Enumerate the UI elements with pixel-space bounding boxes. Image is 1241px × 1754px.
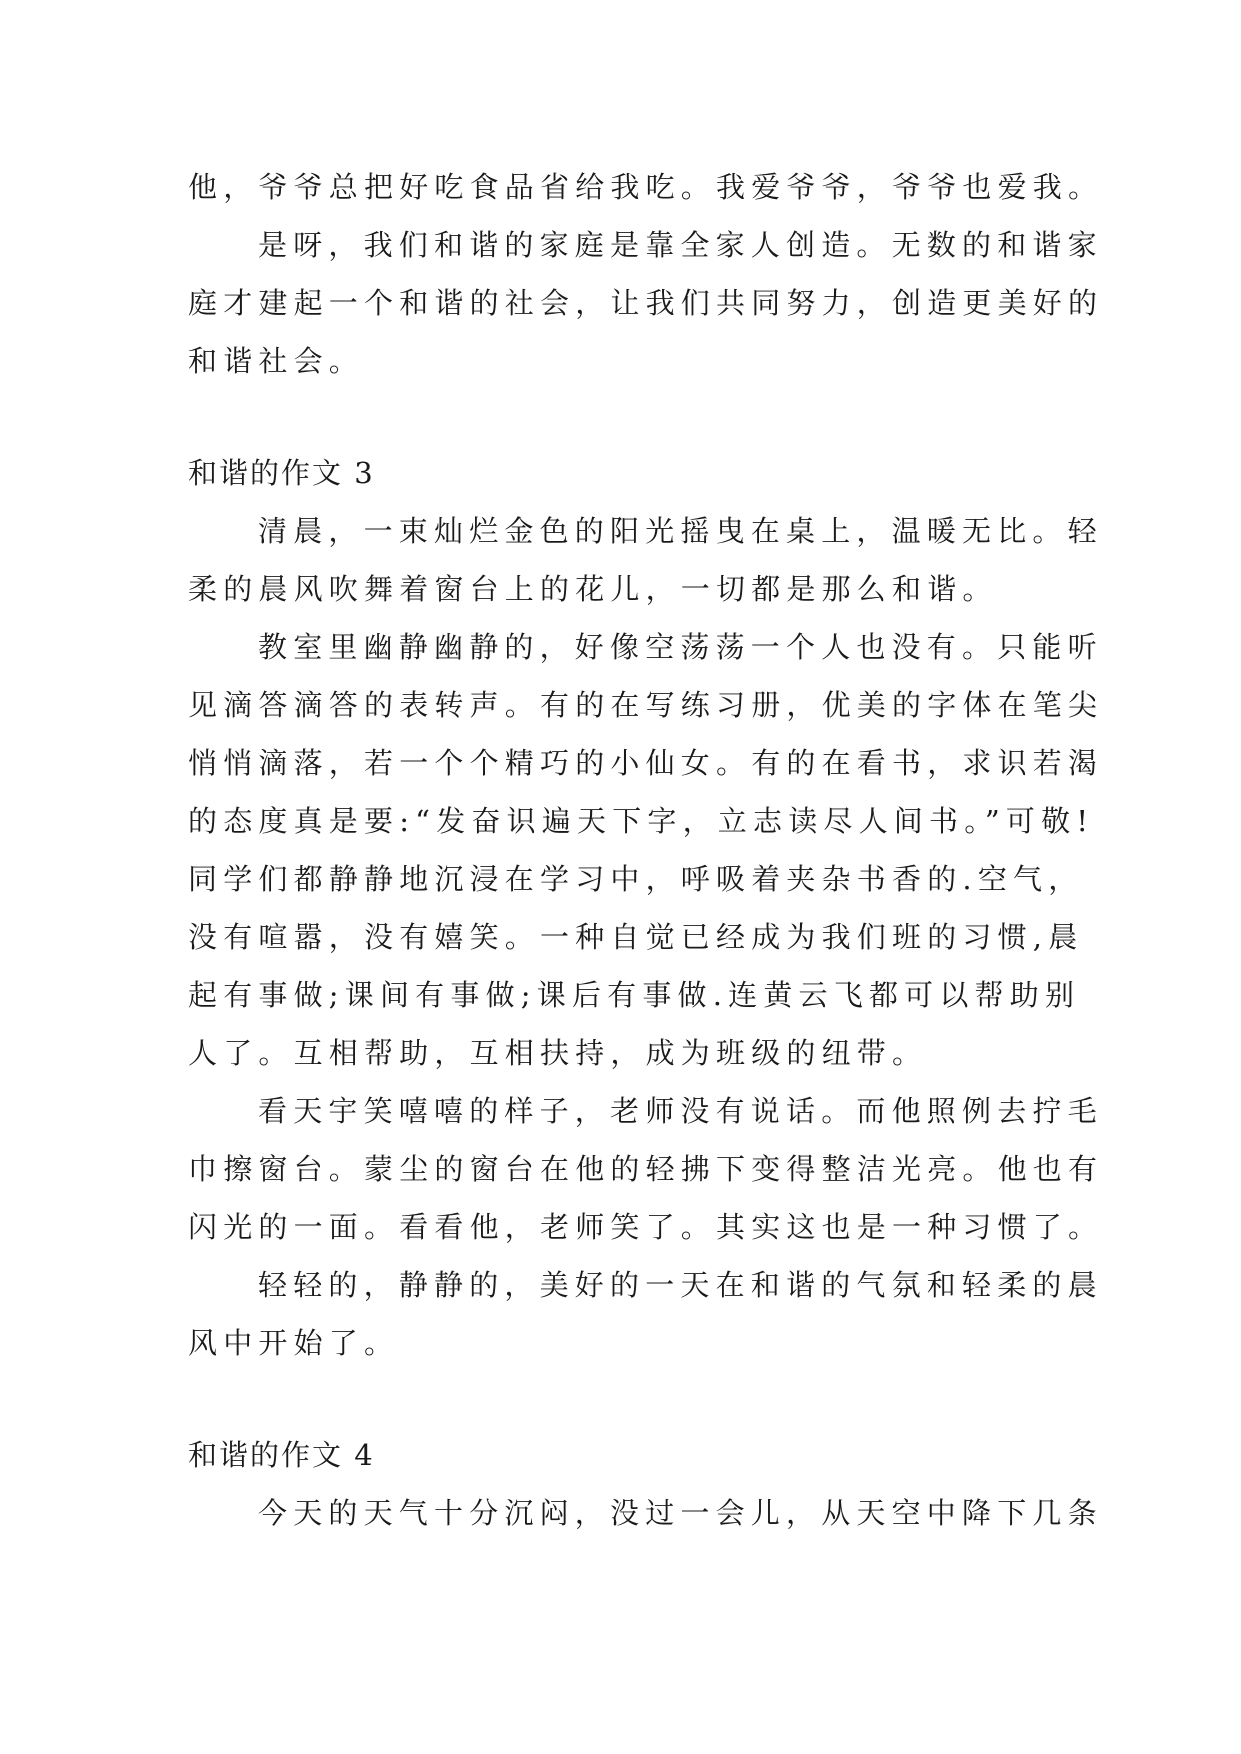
text-line: 轻轻的，静静的，美好的一天在和谐的气氛和轻柔的晨 (258, 1268, 1103, 1302)
text-line: 清晨，一束灿烂金色的阳光摇曳在桌上，温暖无比。轻 (258, 514, 1103, 548)
text-line: 风中开始了。 (188, 1326, 400, 1360)
text-line: 今天的天气十分沉闷，没过一会儿，从天空中降下几条 (258, 1496, 1103, 1530)
text-line: 和谐社会。 (188, 344, 365, 378)
text-line: 的态度真是要:“发奋识遍天下字，立志读尽人间书。”可敬! (188, 804, 1095, 838)
text-line: 柔的晨风吹舞着窗台上的花儿，一切都是那么和谐。 (188, 572, 998, 606)
text-line: 他，爷爷总把好吃食品省给我吃。我爱爷爷，爷爷也爱我。 (188, 170, 1104, 204)
text-line: 看天宇笑嘻嘻的样子，老师没有说话。而他照例去拧毛 (258, 1094, 1103, 1128)
text-line: 是呀，我们和谐的家庭是靠全家人创造。无数的和谐家 (258, 228, 1103, 262)
document-page (188, 158, 1104, 1542)
section-gap (188, 1372, 1068, 1426)
text-line: 没有喧嚣，没有嬉笑。一种自觉已经成为我们班的习惯,晨 (188, 920, 1084, 954)
section-heading: 和谐的作文 4 (188, 1438, 375, 1472)
text-line: 闪光的一面。看看他，老师笑了。其实这也是一种习惯了。 (188, 1210, 1104, 1244)
text-line: 起有事做;课间有事做;课后有事做.连黄云飞都可以帮助别 (188, 978, 1081, 1012)
text-line: 悄悄滴落，若一个个精巧的小仙女。有的在看书，求识若渴 (188, 746, 1104, 780)
text-line: 庭才建起一个和谐的社会，让我们共同努力，创造更美好的 (188, 286, 1104, 320)
section-heading: 和谐的作文 3 (188, 456, 375, 490)
text-line: 同学们都静静地沉浸在学习中，呼吸着夹杂书香的.空气， (188, 862, 1084, 896)
text-line: 巾擦窗台。蒙尘的窗台在他的轻拂下变得整洁光亮。他也有 (188, 1152, 1104, 1186)
section-gap (188, 390, 1068, 444)
text-line: 见滴答滴答的表转声。有的在写练习册，优美的字体在笔尖 (188, 688, 1104, 722)
text-line: 人了。互相帮助，互相扶持，成为班级的纽带。 (188, 1036, 928, 1070)
text-line: 教室里幽静幽静的，好像空荡荡一个人也没有。只能听 (258, 630, 1103, 664)
